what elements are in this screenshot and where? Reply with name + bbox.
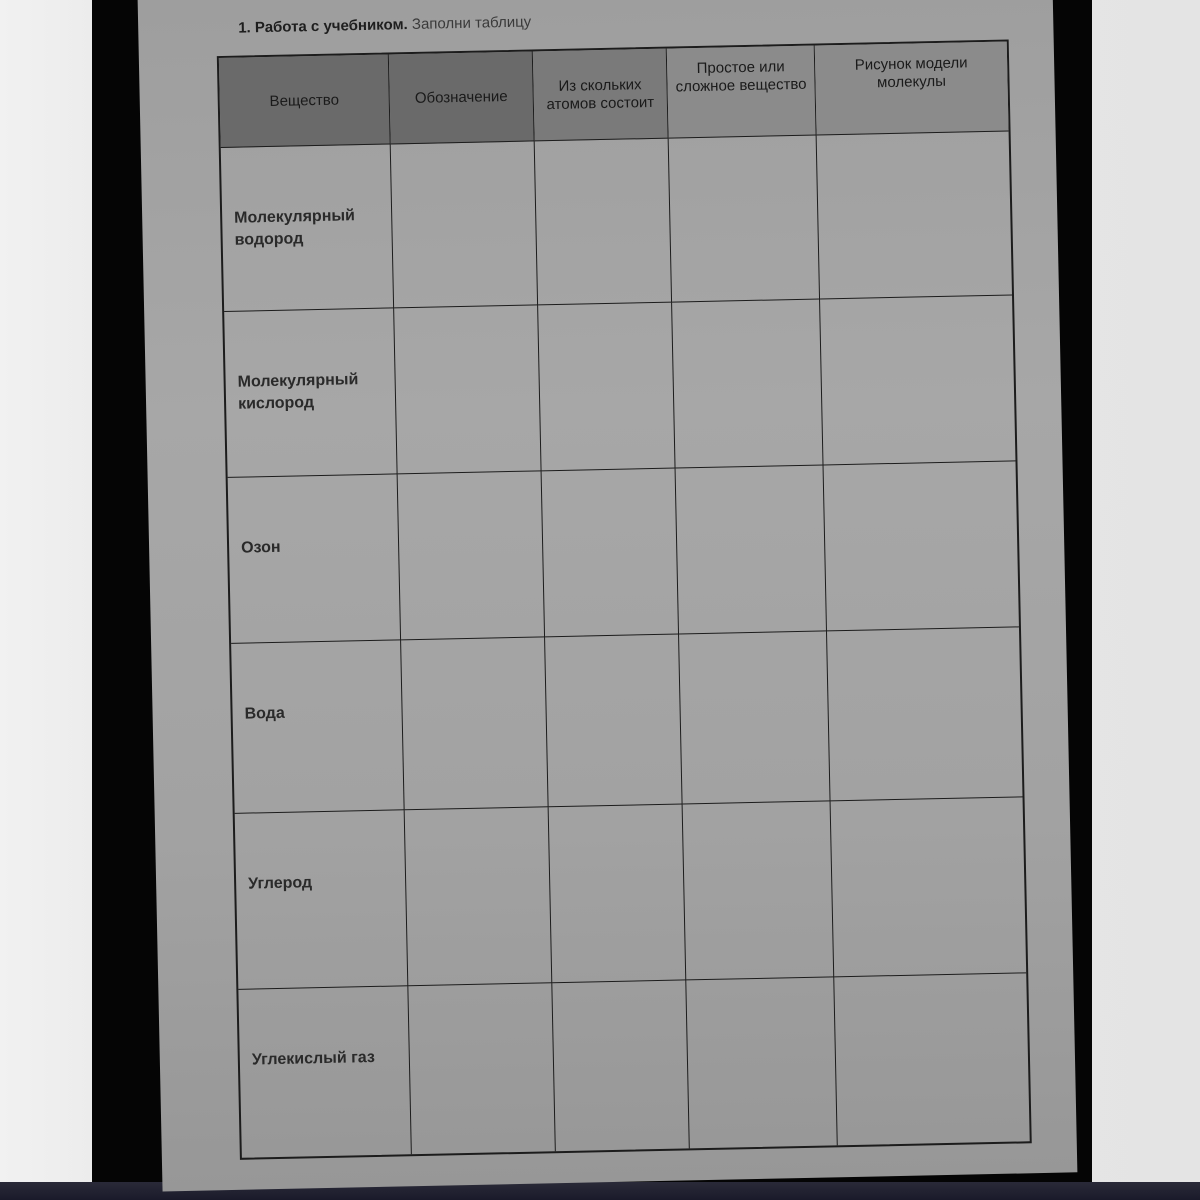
task-number: 1. <box>238 19 251 37</box>
answer-cell[interactable] <box>676 465 827 634</box>
task-heading <box>238 13 531 36</box>
header-molecule-model: Рисунок модели молекулы <box>815 42 1009 136</box>
header-atom-count: Из скольких атомов состоит <box>533 49 669 142</box>
task-instruction: Заполни таблицу <box>411 13 532 33</box>
answer-cell[interactable] <box>683 801 835 980</box>
workbook-page <box>138 0 1078 1191</box>
answer-cell[interactable] <box>686 977 837 1148</box>
header-designation: Обозначение <box>389 51 535 144</box>
answer-cell[interactable] <box>817 132 1012 300</box>
answer-cell[interactable] <box>831 797 1027 977</box>
answer-cell[interactable] <box>545 635 683 808</box>
answer-cell[interactable] <box>672 299 823 468</box>
answer-cell[interactable] <box>405 807 553 986</box>
header-substance: Вещество <box>219 54 391 148</box>
row-label-carbon-dioxide: Углекислый газ <box>238 986 411 1158</box>
answer-cell[interactable] <box>401 637 549 810</box>
substances-table <box>217 39 1032 1159</box>
answer-cell[interactable] <box>542 469 679 638</box>
row-label-water: Вода <box>231 640 405 814</box>
answer-cell[interactable] <box>538 303 675 472</box>
answer-cell[interactable] <box>394 305 541 474</box>
answer-cell[interactable] <box>820 295 1015 465</box>
answer-cell[interactable] <box>391 141 538 308</box>
answer-cell[interactable] <box>552 980 689 1151</box>
answer-cell[interactable] <box>669 136 820 303</box>
answer-cell[interactable] <box>408 983 555 1154</box>
row-label-hydrogen: Молекулярный водород <box>221 144 394 312</box>
answer-cell[interactable] <box>824 461 1019 631</box>
answer-cell[interactable] <box>549 804 687 983</box>
answer-cell[interactable] <box>834 973 1029 1145</box>
header-simple-or-complex: Простое или сложное вещество <box>667 46 817 139</box>
row-label-ozone: Озон <box>228 474 401 644</box>
task-title: Работа с учебником. <box>254 16 408 37</box>
answer-cell[interactable] <box>398 471 545 640</box>
answer-cell[interactable] <box>827 627 1023 801</box>
answer-cell[interactable] <box>535 139 672 306</box>
answer-cell[interactable] <box>679 631 831 804</box>
row-label-oxygen: Молекулярный кислород <box>224 308 397 478</box>
row-label-carbon: Углерод <box>235 810 409 990</box>
